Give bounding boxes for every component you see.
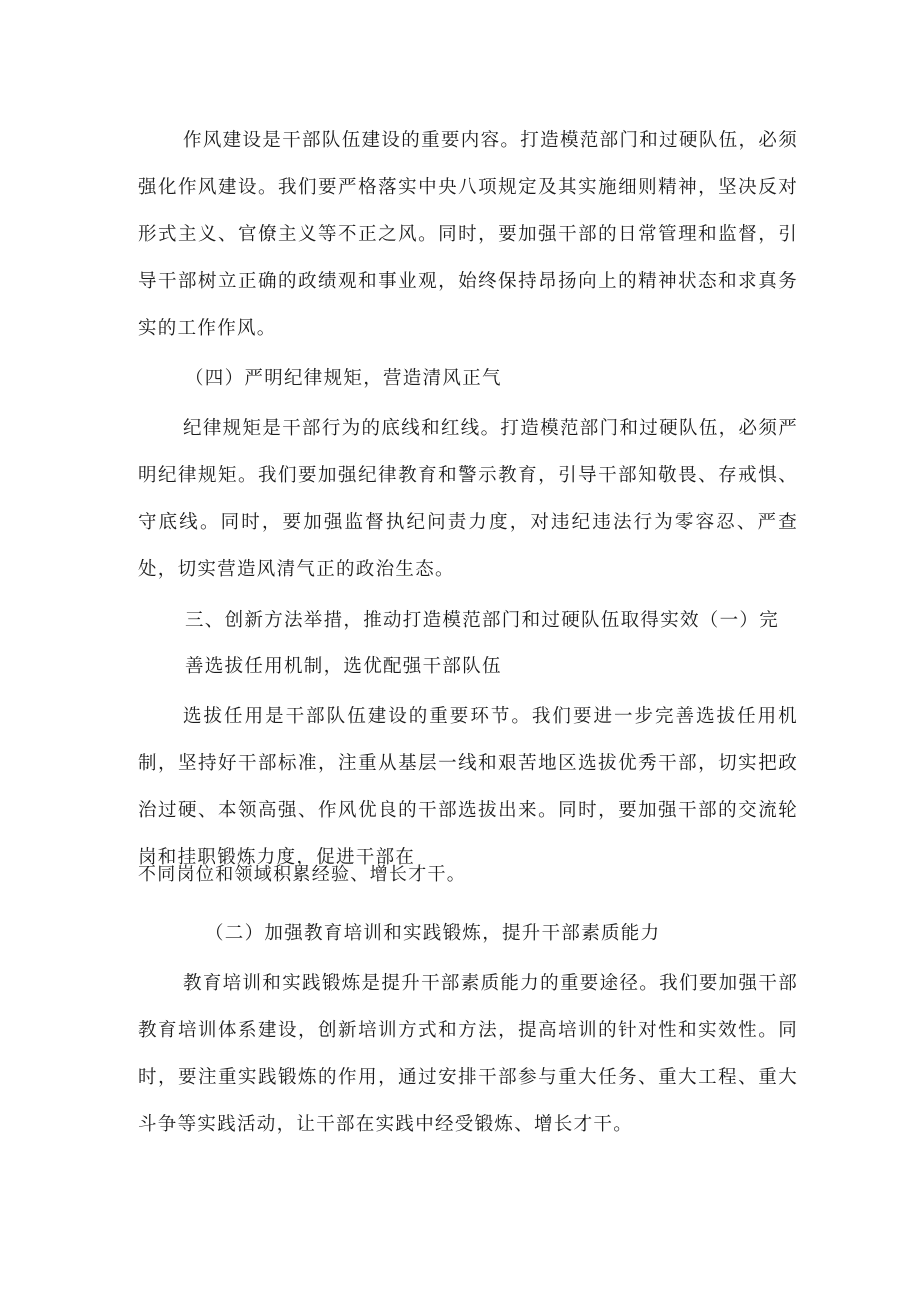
heading-training: （二）加强教育培训和实践锻炼，提升干部素质能力 <box>205 923 661 944</box>
paragraph-discipline: 纪律规矩是干部行为的底线和红线。打造模范部门和过硬队伍，必须严明纪律规矩。我们要加强纪律教育和警示教育，引导干部知敬畏、存戒惧、守底线。同时，要加强监督执纪问责力度，对违纪违法行为零容忍、严查处，切实营造风清气正的政治生态。 <box>138 418 798 580</box>
heading-discipline: （四）严明纪律规矩，营造清风正气 <box>185 368 502 389</box>
section-heading-innovation-line1: 三、创新方法举措，推动打造模范部门和过硬队伍取得实效（一）完 <box>185 610 780 631</box>
section-heading-innovation-line2: 善选拔任用机制，选优配强干部队伍 <box>185 656 502 677</box>
paragraph-training: 教育培训和实践锻炼是提升干部素质能力的重要途径。我们要加强干部教育培训体系建设，创新培训方式和方法，提高培训的针对性和实效性。同时，要注重实践锻炼的作用，通过安排干部参与重大任务、重大工程、重大斗争等实践活动，让干部在实践中经受锻炼、增长才干。 <box>138 973 798 1135</box>
paragraph-work-style: 作风建设是干部队伍建设的重要内容。打造模范部门和过硬队伍，必须强化作风建设。我们要严格落实中央八项规定及其实施细则精神，坚决反对形式主义、官僚主义等不正之风。同时，要加强干部的日常管理和监督，引导干部树立正确的政绩观和事业观，始终保持昂扬向上的精神状态和求真务实的工作作风。 <box>138 130 798 339</box>
paragraph-selection: 选拔任用是干部队伍建设的重要环节。我们要进一步完善选拔任用机制，坚持好干部标准，注重从基层一线和艰苦地区选拔优秀干部，切实把政治过硬、本领高强、作风优良的干部选拔出来。同时，要加强干部的交流轮岗和挂职锻炼力度，促进干部在 <box>138 706 798 868</box>
paragraph-selection-tail: 不同岗位和领域积累经验、增长才干。 <box>138 864 467 885</box>
